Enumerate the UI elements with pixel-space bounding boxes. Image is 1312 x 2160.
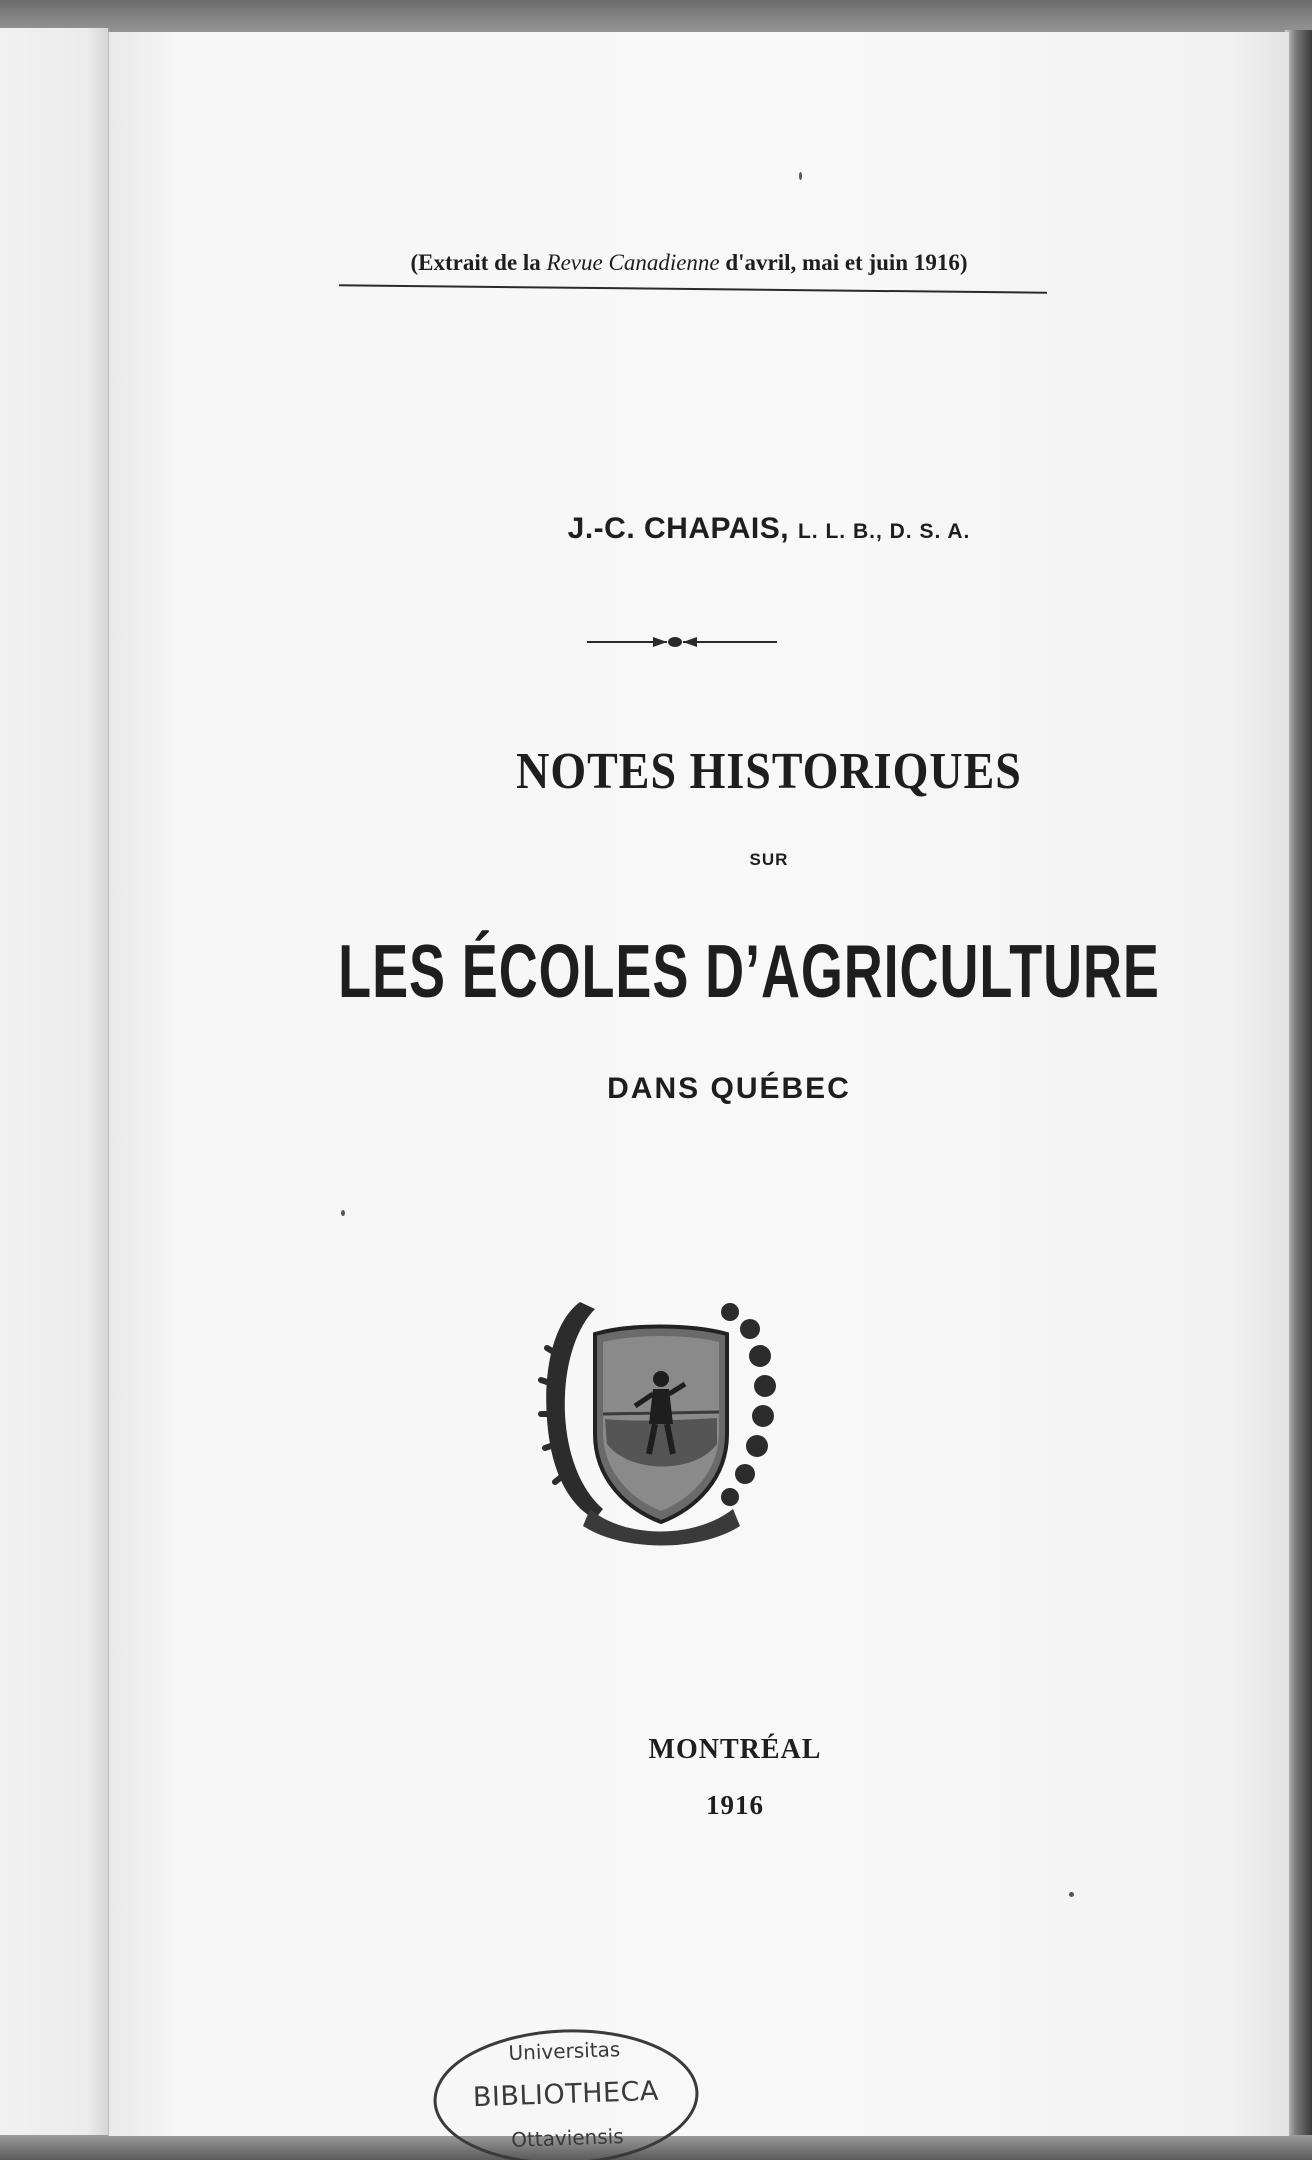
- stamp-top-text: Universitas: [508, 2037, 621, 2065]
- facing-page-edge: [0, 28, 110, 2138]
- extract-note-prefix: (Extrait de la: [410, 250, 547, 275]
- paper-speck: [341, 1210, 345, 1216]
- title-line-1: NOTES HISTORIQUES: [516, 741, 1022, 800]
- stamp-middle-text: BIBLIOTHECA: [472, 2075, 660, 2114]
- title-line-3: DANS QUÉBEC: [607, 1072, 851, 1105]
- imprint-year: 1916: [706, 1790, 764, 1820]
- extract-note-suffix: d'avril, mai et juin 1916): [719, 250, 968, 275]
- stamp-bottom-text: Ottaviensis: [510, 2124, 625, 2152]
- paper-speck: [1069, 1892, 1074, 1897]
- author-name: J.-C. CHAPAIS,: [567, 512, 790, 545]
- extract-note: [99, 250, 1279, 276]
- coat-of-arms-emblem: [535, 1294, 785, 1549]
- main-title: LES ÉCOLES D’AGRICULTURE: [338, 929, 1160, 1014]
- title-connector: SUR: [749, 850, 789, 869]
- journal-name: Revue Canadienne: [546, 250, 720, 275]
- imprint-city: MONTRÉAL: [648, 1734, 822, 1765]
- extract-underline: [339, 284, 1047, 293]
- title-page: [108, 32, 1289, 2152]
- author-credentials: L. L. B., D. S. A.: [797, 520, 971, 543]
- library-stamp: [429, 2022, 704, 2160]
- paper-speck: [799, 172, 802, 180]
- author-line: [179, 512, 1312, 546]
- ornament-rule: [587, 632, 777, 652]
